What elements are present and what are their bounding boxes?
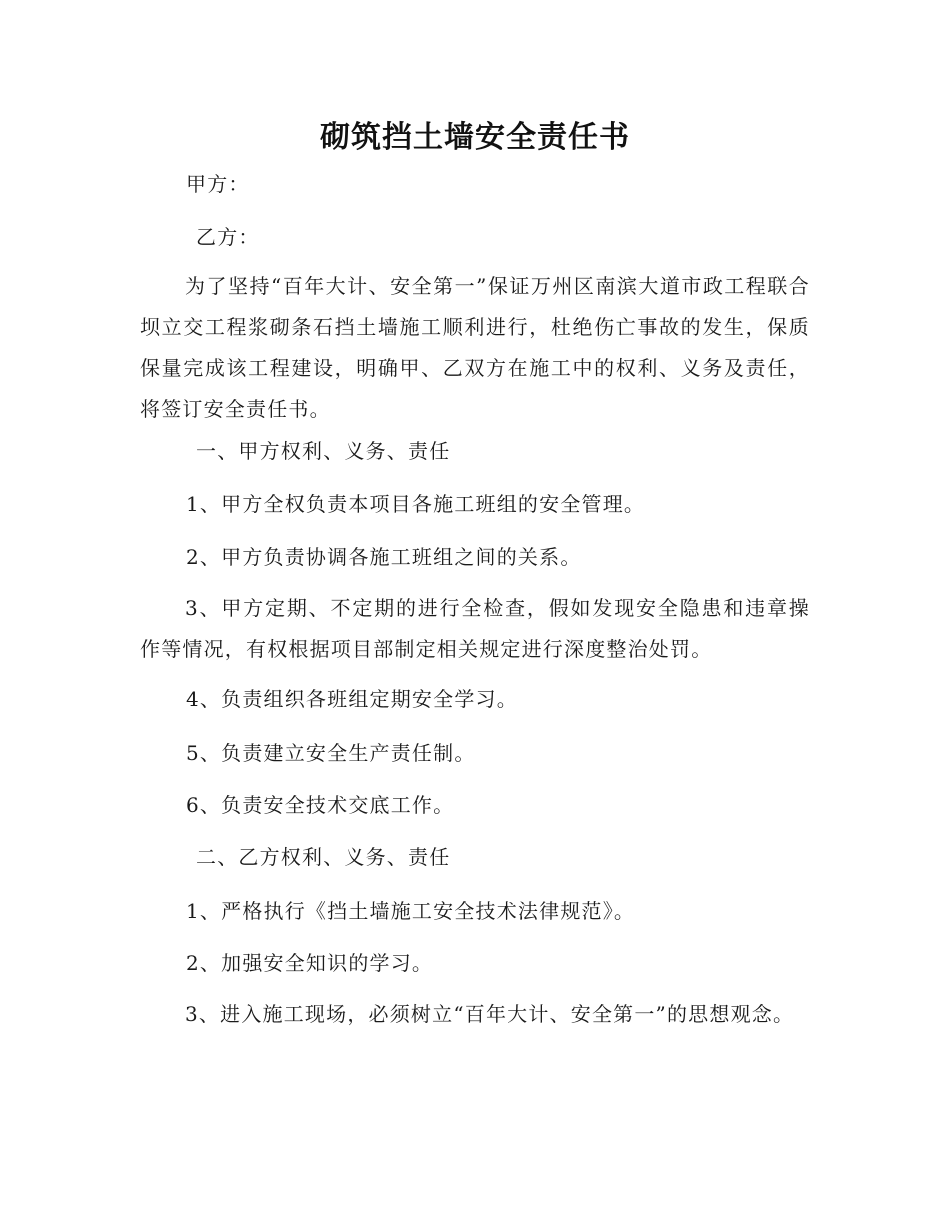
section1-item-4: 4、负责组织各班组定期安全学习。 xyxy=(186,687,518,711)
section1-item-2: 2、甲方负责协调各施工班组之间的关系。 xyxy=(186,545,582,569)
section1-heading: 一、甲方权利、义务、责任 xyxy=(196,439,451,463)
intro-paragraph: 为了坚持“百年大计、安全第一”保证万州区南滨大道市政工程联合坝立交工程浆砌条石挡土墙施工顺利进行，杜绝伤亡事故的发生，保质保量完成该工程建设，明确甲、乙双方在施工中的权利、义务及责任，将签订安全责任书。 xyxy=(140,274,810,421)
section2-heading: 二、乙方权利、义务、责任 xyxy=(196,845,451,869)
party-b-label: 乙方： xyxy=(196,225,260,249)
section1-item-1: 1、甲方全权负责本项目各施工班组的安全管理。 xyxy=(186,492,646,516)
section1-item-6: 6、负责安全技术交底工作。 xyxy=(186,793,455,817)
section2-item-1: 1、严格执行《挡土墙施工安全技术法律规范》。 xyxy=(186,899,636,923)
section2-item-3: 3、进入施工现场，必须树立“百年大计、安全第一”的思想观念。 xyxy=(185,1002,795,1026)
section1-item-5: 5、负责建立安全生产责任制。 xyxy=(186,741,476,765)
section1-item-3: 3、甲方定期、不定期的进行全检查，假如发现安全隐患和违章操作等情况，有权根据项目部制定相关规定进行深度整治处罚。 xyxy=(140,596,810,661)
document-title: 砌筑挡土墙安全责任书 xyxy=(320,120,630,155)
section2-item-2: 2、加强安全知识的学习。 xyxy=(186,951,434,975)
party-a-label: 甲方： xyxy=(186,172,250,196)
